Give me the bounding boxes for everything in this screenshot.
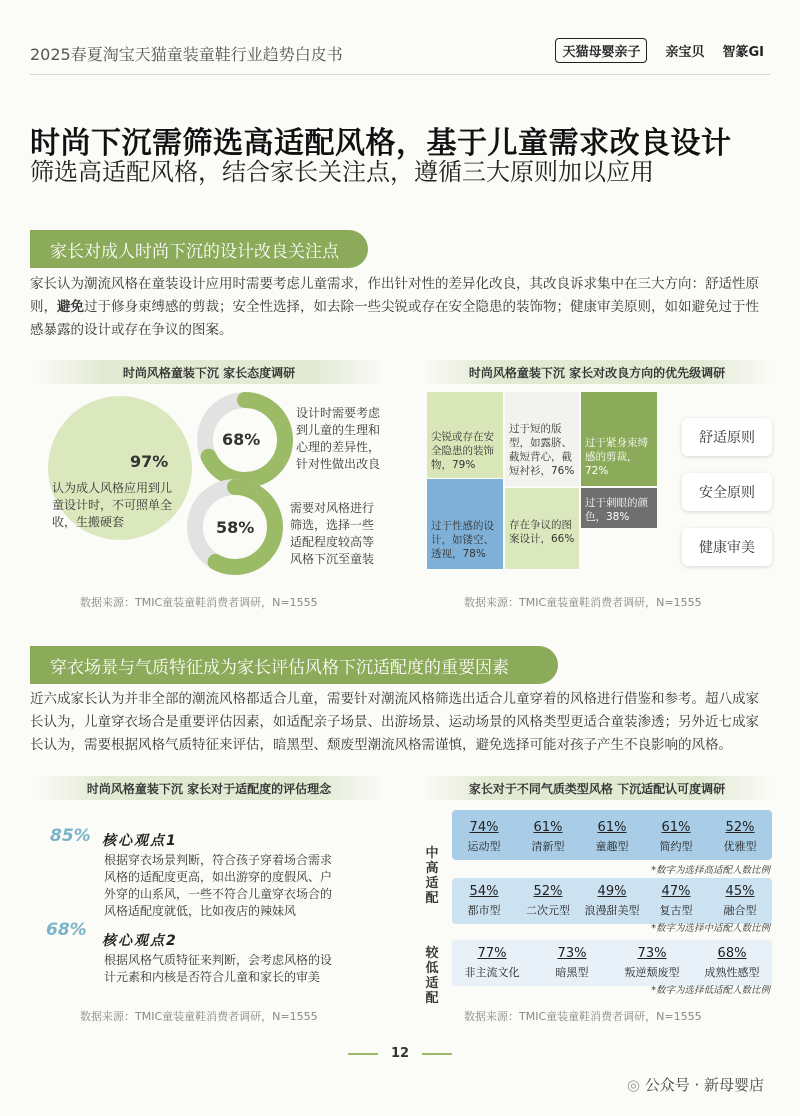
brand-logos — [555, 38, 764, 63]
tile-label: 二次元型 — [526, 904, 570, 917]
donut1-text: 设计时需要考虑到儿童的生理和心理的差异性，针对性做出改良 — [296, 406, 381, 471]
tile-percent: 45% — [725, 884, 755, 899]
tile-percent: 54% — [469, 884, 499, 899]
tile-percent: 49% — [597, 884, 627, 899]
view2-title: 核心观点2 — [102, 933, 178, 949]
style-tile — [612, 946, 692, 986]
style-tile — [452, 884, 516, 924]
section1-para-bold: 避免 — [57, 299, 84, 315]
tile-percent: 73% — [637, 946, 667, 961]
tile-label: 非主流文化 — [464, 966, 520, 979]
source-note: 数据来源：TMIC童装童鞋消费者调研，N=1555 — [80, 596, 318, 609]
big-percent-97: 97% — [130, 452, 169, 471]
style-tile — [580, 884, 644, 924]
tile-percent: 52% — [725, 820, 755, 835]
view2-text: 根据风格气质特征来判断，会考虑风格的设计元素和内核是否符合儿童和家长的审美 — [104, 953, 333, 984]
wechat-icon: ◎ — [626, 1076, 640, 1094]
style-tile — [516, 820, 580, 860]
section1-paragraph — [30, 273, 772, 342]
view2-percent: 68% — [46, 920, 87, 940]
tile-label: 成熟性感型 — [704, 966, 760, 979]
priority-cell-pattern: 存在争议的图案设计，66% — [505, 488, 579, 569]
tile-label: 叛逆颓废型 — [624, 966, 680, 979]
tile-percent: 47% — [661, 884, 691, 899]
tile-label: 清新型 — [531, 840, 565, 853]
section2-bar: 穿衣场景与气质特征成为家长评估风格下沉适配度的重要因素 — [30, 646, 558, 684]
section1-para-b: 过于修身束缚感的剪裁；安全性选择，如去除一些尖锐或存在安全隐患的装饰物；健康审美原则，如如避免过于性感暴露的设计或存在争议的图案。 — [30, 299, 759, 338]
section1-bar: 家长对成人时尚下沉的设计改良关注点 — [30, 230, 368, 268]
priority-panel-head: 时尚风格童装下沉 家长对改良方向的优先级调研 — [422, 360, 772, 384]
tile-percent: 68% — [717, 946, 747, 961]
wechat-footer — [627, 1074, 764, 1095]
style-tile — [452, 946, 532, 986]
source-note: 数据来源：TMIC童装童鞋消费者调研，N=1555 — [464, 1010, 702, 1023]
view1-title: 核心观点1 — [102, 833, 178, 849]
tile-percent: 77% — [477, 946, 507, 961]
donut1-percent: 68% — [222, 430, 261, 449]
document-header-title: 2025春夏淘宝天猫童装童鞋行业趋势白皮书 — [30, 45, 343, 64]
style-tile — [644, 820, 708, 860]
source-note: 数据来源：TMIC童装童鞋消费者调研，N=1555 — [464, 596, 702, 609]
row1-note: *数字为选择高适配人数比例 — [651, 865, 770, 876]
view1-text: 根据穿衣场景判断，符合孩子穿着场合需求风格的适配度更高，如出游穿的度假风、户外穿的山系风，一些不符合儿童穿衣场合的风格适配度就低，比如夜店的辣妹风 — [104, 853, 333, 918]
priority-cell-sexy: 过于性感的设计，如镂空、透视，78% — [427, 479, 503, 569]
tile-label: 简约型 — [659, 840, 693, 853]
tile-label: 浪漫甜美型 — [584, 904, 640, 917]
principle-health: 健康审美 — [682, 528, 772, 566]
label-low-fit: 较低适配 — [425, 946, 439, 1006]
tile-percent: 52% — [533, 884, 563, 899]
view1-percent: 85% — [50, 826, 91, 846]
page-number-deco-right — [422, 1053, 452, 1055]
priority-cell-tight: 过于紧身束缚感的剪裁，72% — [581, 392, 657, 486]
style-tile — [580, 820, 644, 860]
section2-paragraph: 近六成家长认为并非全部的潮流风格都适合儿童，需要针对潮流风格筛选出适合儿童穿着的风格进行借鉴和参考。超八成家长认为，儿童穿衣场合是重要评估因素，如适配亲子场景、出游场景、运动场景的风格类型更适合童装渗透；另外近七成家长认为，需要根据风格气质特征来评估，暗黑型、颓废型潮流风格需谨慎，避免选择可能对孩子产生不良影响的风格。 — [30, 691, 759, 753]
tile-percent: 61% — [533, 820, 563, 835]
priority-cell-short: 过于短的版型，如露脐、截短背心，截短衬衫，76% — [505, 392, 579, 486]
principle-comfort: 舒适原则 — [682, 418, 772, 456]
page-number-deco-left — [348, 1053, 378, 1055]
mid-fit-row — [452, 878, 772, 924]
source-note: 数据来源：TMIC童装童鞋消费者调研，N=1555 — [80, 1010, 318, 1023]
tile-label: 都市型 — [467, 904, 501, 917]
style-tile — [516, 884, 580, 924]
page-title: 时尚下沉需筛选高适配风格，基于儿童需求改良设计 — [30, 126, 732, 161]
qinbaobei-logo: 亲宝贝 — [665, 45, 705, 60]
style-tile — [532, 946, 612, 986]
section1-para-a: 家长认为潮流风格在童装设计应用时需要考虑儿童需求，作出针对性的差异化改良，其改良诉求集中在三大方向：舒适性原则， — [30, 276, 759, 315]
evaluation-panel-head: 时尚风格童装下沉 家长对于适配度的评估理念 — [34, 776, 384, 800]
tile-label: 运动型 — [467, 840, 501, 853]
tile-label: 复古型 — [659, 904, 693, 917]
priority-cell-color: 过于刺眼的颜色，38% — [581, 488, 657, 528]
principle-safety: 安全原则 — [682, 473, 772, 511]
priority-cell-sharp: 尖锐或存在安全隐患的装饰物，79% — [427, 392, 503, 478]
tile-percent: 74% — [469, 820, 499, 835]
footer-text: 公众号 · 新母婴店 — [644, 1076, 764, 1094]
high-fit-row — [452, 810, 772, 860]
style-tile — [708, 820, 772, 860]
donut2-text: 需要对风格进行筛选，选择一些适配程度较高等风格下沉至童装 — [290, 501, 375, 566]
tmall-logo: 天猫母婴亲子 — [555, 38, 647, 63]
low-fit-row — [452, 940, 772, 986]
big-percent-text: 认为成人风格应用到儿童设计时，不可照单全收，生搬硬套 — [52, 481, 173, 529]
label-high-fit: 中高适配 — [425, 846, 439, 906]
attitude-panel-head: 时尚风格童装下沉 家长态度调研 — [34, 360, 384, 384]
style-tile — [452, 820, 516, 860]
style-tile — [692, 946, 772, 986]
tile-label: 融合型 — [723, 904, 757, 917]
zhizhuan-logo: 智篆GI — [722, 45, 764, 60]
tile-label: 暗黑型 — [555, 966, 589, 979]
donut2-percent: 58% — [216, 518, 255, 537]
page-number-text: 12 — [390, 1046, 410, 1061]
row3-note: *数字为选择低适配人数比例 — [651, 985, 770, 996]
tile-percent: 61% — [661, 820, 691, 835]
row2-note: *数字为选择中适配人数比例 — [651, 923, 770, 934]
acceptance-panel-head: 家长对于不同气质类型风格 下沉适配认可度调研 — [422, 776, 772, 800]
tile-label: 童趣型 — [595, 840, 629, 853]
header-divider — [30, 74, 770, 75]
tile-label: 优雅型 — [723, 840, 757, 853]
page-subtitle: 筛选高适配风格，结合家长关注点，遵循三大原则加以应用 — [30, 158, 654, 186]
tile-percent: 73% — [557, 946, 587, 961]
style-tile — [644, 884, 708, 924]
style-tile — [708, 884, 772, 924]
page-number — [0, 1046, 800, 1061]
tile-percent: 61% — [597, 820, 627, 835]
